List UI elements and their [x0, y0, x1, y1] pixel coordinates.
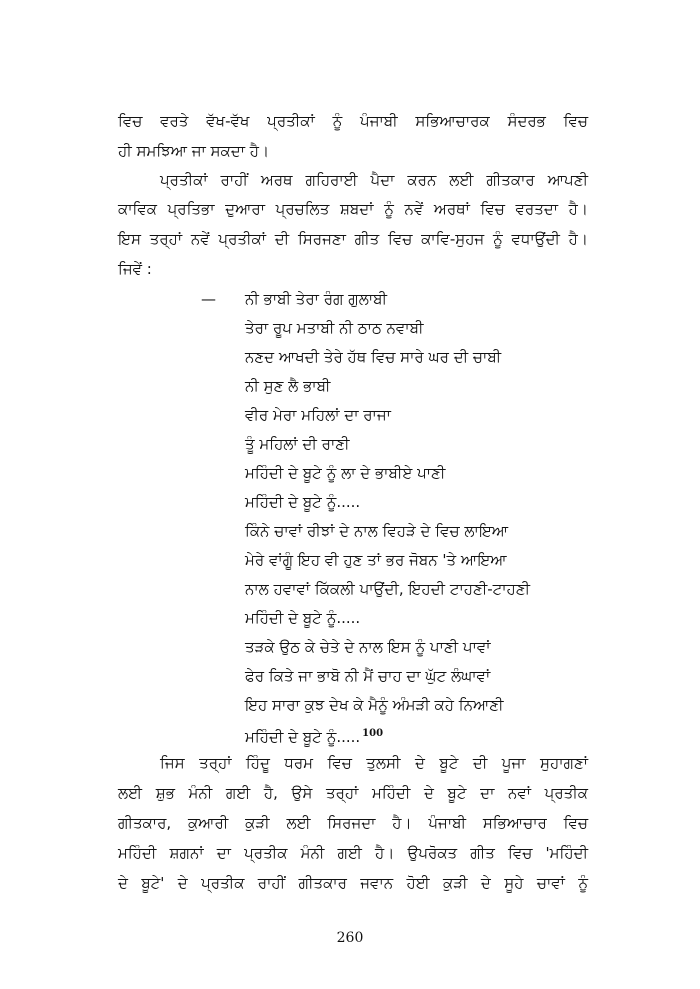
verse-line-15: ਇਹ ਸਾਰਾ ਕੁਝ ਦੇਖ ਕੇ ਮੈਨੂੰ ਅੰਮੜੀ ਕਹੇ ਨਿਆਣੀ — [245, 696, 504, 714]
verse-line-8: ਮਹਿੰਦੀ ਦੇ ਬੂਟੇ ਨੂੰ..... — [245, 493, 361, 511]
verse-line-4: ਨੀ ਸੁਣ ਲੈ ਭਾਬੀ — [245, 377, 331, 395]
verse-line-6: ਤੂੰ ਮਹਿਲਾਂ ਦੀ ਰਾਣੀ — [245, 435, 350, 453]
paragraph-2-line-1: ਪ੍ਰਤੀਕਾਂ ਰਾਹੀਂ ਅਰਥ ਗਹਿਰਾਈ ਪੈਦਾ ਕਰਨ ਲਈ ਗੀਤਕਾਰ ਆਪਣੀ — [160, 171, 588, 189]
paragraph-3-line-4: ਮਹਿੰਦੀ ਸ਼ਗਨਾਂ ਦਾ ਪ੍ਰਤੀਕ ਮੰਨੀ ਗਈ ਹੈ। ਉਪਰੋਕਤ ਗੀਤ ਵਿਚ 'ਮਹਿੰਦੀ — [118, 844, 588, 862]
verse-line-2: ਤੇਰਾ ਰੂਪ ਮਤਾਬੀ ਨੀ ਠਾਠ ਨਵਾਬੀ — [245, 319, 424, 337]
verse-line-16 — [245, 724, 605, 747]
paragraph-1-line-1: ਵਿਚ ਵਰਤੇ ਵੱਖ-ਵੱਖ ਪ੍ਰਤੀਕਾਂ ਨੂੰ ਪੰਜਾਬੀ ਸਭਿਆਚਾਰਕ ਸੰਦਰਭ ਵਿਚ — [118, 112, 588, 130]
verse-line-16-text: ਮਹਿੰਦੀ ਦੇ ਬੂਟੇ ਨੂੰ..... — [245, 728, 361, 746]
paragraph-3-line-3: ਗੀਤਕਾਰ, ਕੁਆਰੀ ਕੁੜੀ ਲਈ ਸਿਰਜਦਾ ਹੈ। ਪੰਜਾਬੀ ਸਭਿਆਚਾਰ ਵਿਚ — [118, 814, 588, 832]
paragraph-3-line-1: ਜਿਸ ਤਰ੍ਹਾਂ ਹਿੰਦੂ ਧਰਮ ਵਿਚ ਤੁਲਸੀ ਦੇ ਬੂਟੇ ਦੀ ਪੂਜਾ ਸੁਹਾਗਣਾਂ — [160, 754, 588, 772]
paragraph-1-line-2: ਹੀ ਸਮਝਿਆ ਜਾ ਸਕਦਾ ਹੈ। — [118, 142, 270, 160]
paragraph-2-line-2: ਕਾਵਿਕ ਪ੍ਰਤਿਭਾ ਦੁਆਰਾ ਪ੍ਰਚਲਿਤ ਸ਼ਬਦਾਂ ਨੂੰ ਨਵੇਂ ਅਰਥਾਂ ਵਿਚ ਵਰਤਦਾ ਹੈ। — [118, 200, 588, 218]
paragraph-2-line-3: ਇਸ ਤਰ੍ਹਾਂ ਨਵੇਂ ਪ੍ਰਤੀਕਾਂ ਦੀ ਸਿਰਜਣਾ ਗੀਤ ਵਿਚ ਕਾਵਿ-ਸੁਹਜ ਨੂੰ ਵਧਾਉਂਦੀ ਹੈ। — [118, 230, 588, 248]
paragraph-3-line-2: ਲਈ ਸ਼ੁਭ ਮੰਨੀ ਗਈ ਹੈ, ਉਸੇ ਤਰ੍ਹਾਂ ਮਹਿੰਦੀ ਦੇ ਬੂਟੇ ਦਾ ਨਵਾਂ ਪ੍ਰਤੀਕ — [118, 784, 588, 802]
paragraph-3-line-5: ਦੇ ਬੂਟੇ' ਦੇ ਪ੍ਰਤੀਕ ਰਾਹੀਂ ਗੀਤਕਾਰ ਜਵਾਨ ਹੋਈ ਕੁੜੀ ਦੇ ਸੂਹੇ ਚਾਵਾਂ ਨੂੰ — [118, 874, 588, 892]
page-number: 260 — [336, 930, 364, 946]
verse-line-14: ਫੇਰ ਕਿਤੇ ਜਾ ਭਾਬੋ ਨੀ ਮੈਂ ਚਾਹ ਦਾ ਘੁੱਟ ਲੰਘਾਵਾਂ — [245, 667, 491, 685]
footnote-reference[interactable]: 100 — [362, 728, 384, 739]
paragraph-2-line-4: ਜਿਵੇਂ : — [118, 260, 152, 278]
verse-line-9: ਕਿੰਨੇ ਚਾਵਾਂ ਰੀਝਾਂ ਦੇ ਨਾਲ ਵਿਹੜੇ ਦੇ ਵਿਚ ਲਾਇਆ — [245, 522, 509, 540]
verse-line-1: ਨੀ ਭਾਬੀ ਤੇਰਾ ਰੰਗ ਗੁਲਾਬੀ — [245, 290, 387, 308]
verse-line-5: ਵੀਰ ਮੇਰਾ ਮਹਿਲਾਂ ਦਾ ਰਾਜਾ — [245, 406, 391, 424]
verse-dash: — — [201, 290, 216, 308]
verse-line-12: ਮਹਿੰਦੀ ਦੇ ਬੂਟੇ ਨੂੰ..... — [245, 609, 361, 627]
verse-line-3: ਨਣਦ ਆਖਦੀ ਤੇਰੇ ਹੱਥ ਵਿਚ ਸਾਰੇ ਘਰ ਦੀ ਚਾਬੀ — [245, 348, 502, 366]
verse-line-11: ਨਾਲ ਹਵਾਵਾਂ ਕਿੱਕਲੀ ਪਾਉਂਦੀ, ਇਹਦੀ ਟਾਹਣੀ-ਟਾਹਣੀ — [245, 580, 531, 598]
verse-line-7: ਮਹਿੰਦੀ ਦੇ ਬੂਟੇ ਨੂੰ ਲਾ ਦੇ ਭਾਬੀਏ ਪਾਣੀ — [245, 464, 446, 482]
verse-line-10: ਮੇਰੇ ਵਾਂਗੂੰ ਇਹ ਵੀ ਹੁਣ ਤਾਂ ਭਰ ਜੋਬਨ 'ਤੇ ਆਇਆ — [245, 551, 507, 569]
verse-line-13: ਤੜਕੇ ਉਠ ਕੇ ਚੇਤੇ ਦੇ ਨਾਲ ਇਸ ਨੂੰ ਪਾਣੀ ਪਾਵਾਂ — [245, 638, 491, 656]
